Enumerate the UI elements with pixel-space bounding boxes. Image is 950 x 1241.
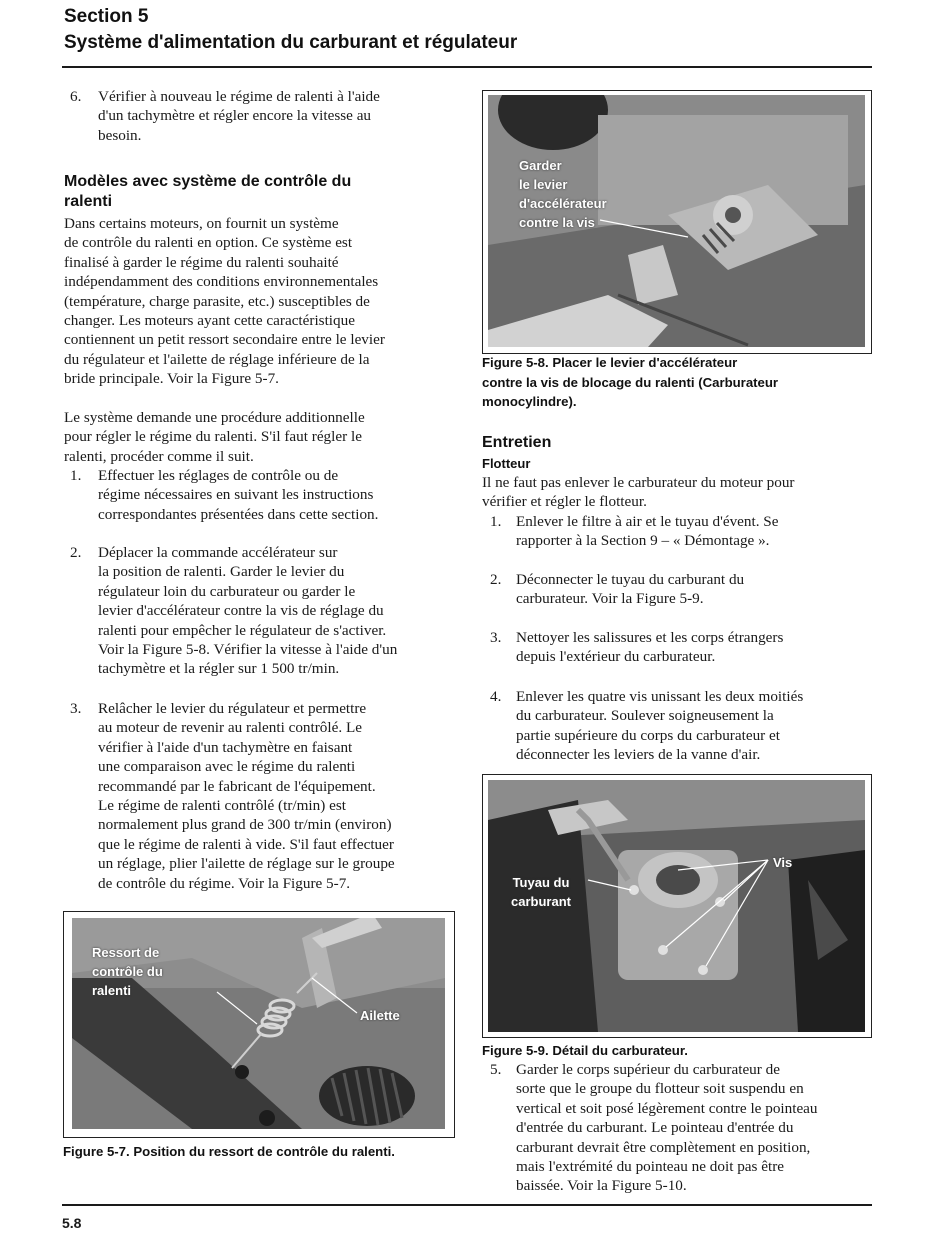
caption-line: contre la vis de blocage du ralenti (Carburateur — [482, 374, 779, 390]
step-line: recommandé par le fabricant de l'équipement. — [98, 777, 376, 795]
label-line: contre la vis — [519, 215, 595, 230]
step-line: Déconnecter le tuyau du carburant du — [516, 571, 745, 588]
step-line: correspondantes présentées dans cette section. — [98, 505, 379, 523]
step-line: Vérifier à nouveau le régime de ralenti à l'aide — [98, 88, 380, 105]
heading-idle-control — [64, 172, 351, 212]
label-line: contrôle du — [92, 964, 163, 979]
label-line: d'accélérateur — [519, 196, 607, 211]
text-line: Dans certains moteurs, on fournit un système — [64, 215, 339, 232]
heading-line: ralenti — [64, 193, 113, 210]
figure-5-8 — [482, 90, 872, 354]
step-number: 1. — [70, 467, 82, 484]
step-number: 4. — [490, 688, 502, 705]
text-line: pour régler le régime du ralenti. S'il faut régler le — [64, 428, 362, 446]
step-line: Nettoyer les salissures et les corps étrangers — [516, 629, 784, 646]
label-line: Tuyau du — [512, 875, 570, 890]
section-number: Section 5 — [64, 6, 149, 27]
step-line: déconnecter les leviers de la vanne d'air. — [516, 746, 761, 764]
step-line: partie supérieure du corps du carburateur et — [516, 726, 780, 744]
step-line: d'un tachymètre et régler encore la vitesse au — [98, 107, 372, 125]
step-number: 6. — [70, 88, 82, 105]
text-line: du régulateur et l'ailette de réglage inférieure de la — [64, 350, 370, 368]
step-line: Déplacer la commande accélérateur sur — [98, 544, 338, 561]
text-line: changer. Les moteurs ayant cette caractéristique — [64, 312, 355, 330]
caption-figure-5-9: Figure 5-9. Détail du carburateur. — [482, 1043, 688, 1058]
step-line: un réglage, plier l'ailette de réglage sur le groupe — [98, 855, 395, 873]
step-line: de contrôle du régime. Voir la Figure 5-7. — [98, 874, 351, 892]
step-line: que le régime de ralenti à vide. S'il faut effectuer — [98, 835, 394, 853]
label-fuel-pipe — [511, 873, 571, 911]
step-number: 3. — [70, 700, 82, 717]
figure-5-9 — [482, 774, 872, 1038]
step-line: régime nécessaires en suivant les instructions — [98, 486, 374, 504]
caption-line: Figure 5-8. Placer le levier d'accélérateur — [482, 355, 738, 370]
text-line: bride principale. Voir la Figure 5-7. — [64, 370, 279, 388]
subheading-float: Flotteur — [482, 456, 531, 471]
figure-5-7 — [63, 911, 455, 1138]
label-line: Ressort de — [92, 945, 160, 960]
label-idle-spring — [92, 943, 163, 1000]
step-line: baissée. Voir la Figure 5-10. — [516, 1177, 687, 1195]
step-line: tachymètre et la régler sur 1 500 tr/min. — [98, 660, 340, 678]
step-line: ralenti pour empêcher le régulateur de s'activer. — [98, 621, 387, 639]
text-line: de contrôle du ralenti en option. Ce système est — [64, 234, 353, 252]
label-fin: Ailette — [360, 1008, 400, 1023]
label-line: carburant — [511, 894, 571, 909]
step-line: Enlever les quatre vis unissant les deux moitiés — [516, 688, 804, 705]
label-line: Garder — [519, 158, 562, 173]
header-rule — [62, 66, 872, 68]
label-line: ralenti — [92, 983, 132, 998]
step-line: régulateur loin du carburateur ou garder le — [98, 582, 356, 600]
heading-line: Modèles avec système de contrôle du — [64, 173, 352, 190]
caption-figure-5-7: Figure 5-7. Position du ressort de contrôle du ralenti. — [63, 1144, 395, 1159]
step-line: la position de ralenti. Garder le levier du — [98, 563, 345, 581]
step-line: mais l'extrémité du pointeau ne doit pas être — [516, 1158, 785, 1176]
step-number: 2. — [70, 544, 82, 561]
page-number: 5.8 — [62, 1215, 82, 1231]
step-number: 1. — [490, 513, 502, 530]
footer-rule — [62, 1204, 872, 1206]
step-line: une comparaison avec le régime du ralenti — [98, 758, 356, 776]
section-title: Système d'alimentation du carburant et régulateur — [64, 32, 518, 53]
label-keep-lever — [519, 156, 607, 232]
step-number: 3. — [490, 629, 502, 646]
step-line: Garder le corps supérieur du carburateur de — [516, 1061, 780, 1078]
step-line: Le régime de ralenti contrôlé (tr/min) est — [98, 797, 346, 815]
step-line: depuis l'extérieur du carburateur. — [516, 648, 716, 666]
step-line: Relâcher le levier du régulateur et permettre — [98, 700, 367, 717]
step-line: carburant devrait être complètement en position, — [516, 1138, 811, 1156]
paragraph-procedure — [64, 408, 365, 466]
text-line: Il ne faut pas enlever le carburateur du moteur pour — [482, 474, 795, 491]
step-line: vertical et soit posé légèrement contre le pointeau — [516, 1099, 818, 1117]
text-line: indépendamment des conditions environnementales — [64, 273, 379, 291]
step-line: sorte que le groupe du flotteur soit suspendu en — [516, 1080, 804, 1098]
step-line: besoin. — [98, 126, 142, 144]
step-line: d'entrée du carburant. Le pointeau d'entrée du — [516, 1119, 794, 1137]
step-line: au moteur de revenir au ralenti contrôlé. Le — [98, 719, 362, 737]
caption-line: monocylindre). — [482, 394, 577, 409]
step-line: du carburateur. Soulever soigneusement la — [516, 707, 774, 725]
step-number: 2. — [490, 571, 502, 588]
label-screws: Vis — [773, 855, 793, 870]
label-line: le levier — [519, 177, 568, 192]
step-line: normalement plus grand de 300 tr/min (environ) — [98, 816, 392, 834]
step-line: vérifier à l'aide d'un tachymètre en faisant — [98, 738, 353, 756]
step-line: carburateur. Voir la Figure 5-9. — [516, 590, 704, 608]
heading-maintenance: Entretien — [482, 434, 552, 451]
step-line: Voir la Figure 5-8. Vérifier la vitesse à l'aide d'un — [98, 641, 398, 659]
step-line: levier d'accélérateur contre la vis de réglage du — [98, 602, 384, 620]
paragraph-float-intro — [482, 473, 794, 512]
page-header — [64, 4, 517, 56]
paragraph-idle-system — [64, 214, 385, 389]
step-line: Enlever le filtre à air et le tuyau d'évent. Se — [516, 513, 779, 530]
step-number: 5. — [490, 1061, 502, 1078]
text-line: contiennent un petit ressort secondaire entre le levier — [64, 331, 385, 349]
step-line: Effectuer les réglages de contrôle ou de — [98, 467, 339, 484]
text-line: ralenti, procéder comme il suit. — [64, 447, 254, 465]
text-line: (température, charge parasite, etc.) susceptibles de — [64, 292, 370, 310]
text-line: vérifier et régler le flotteur. — [482, 493, 647, 511]
text-line: Le système demande une procédure additionnelle — [64, 409, 365, 426]
caption-figure-5-8 — [482, 353, 778, 412]
step-line: rapporter à la Section 9 – « Démontage ». — [516, 532, 770, 550]
text-line: finalisé à garder le régime du ralenti souhaité — [64, 253, 339, 271]
